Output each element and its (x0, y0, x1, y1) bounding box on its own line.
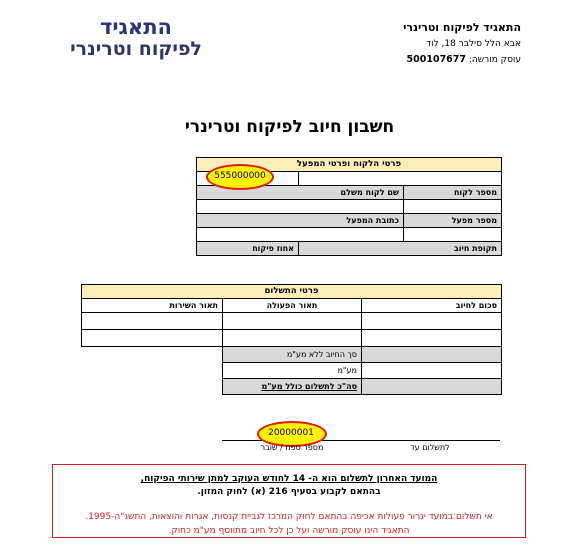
inspection-rate-label: אחוז פיקוח (197, 242, 299, 256)
cell-empty (82, 347, 223, 363)
cell-empty (223, 330, 362, 347)
payment-notice (52, 464, 526, 538)
cell-empty (82, 363, 223, 379)
voucher-label: מספר ספח / שובר (260, 443, 324, 452)
subtotal-value (362, 347, 502, 363)
subtotal-label: סך החיוב ללא מע"מ (223, 347, 362, 363)
sender-block (403, 20, 521, 68)
billing-period-label: תקופת חיוב (299, 242, 502, 256)
customer-number: 555000000 (214, 171, 266, 181)
paying-customer-value (197, 200, 404, 214)
factory-address-label: כתובת המפעל (197, 214, 404, 228)
factory-address-value (197, 228, 404, 242)
vat-value (362, 363, 502, 379)
logo-line-2: לפיקוח וטרינרי (70, 38, 202, 60)
cell-empty (362, 330, 502, 347)
cell-empty (82, 330, 223, 347)
customer-no-value (404, 200, 502, 214)
factory-no-label: מספר מפעל (404, 214, 502, 228)
column-amount: סכום לחיוב (362, 299, 502, 313)
customer-number-cell (299, 172, 502, 186)
column-action-description: תאור הפעולה (223, 299, 362, 313)
notice-line-1: המועד האחרון לתשלום הוא ה- 14 לחודש העוקב למתן שירותי הפיקוח, (140, 474, 438, 484)
payment-details-table (81, 284, 502, 395)
vat-label: מע"מ (223, 363, 362, 379)
due-date-label: לתשלום עד (410, 443, 450, 452)
logo (70, 16, 202, 60)
voucher-number: 20000001 (268, 428, 314, 438)
customer-no-label: מספר לקוח (404, 186, 502, 200)
total-label: סה"כ לתשלום כולל מע"מ (223, 379, 362, 395)
cell-empty (223, 313, 362, 330)
dealer-label: עוסק מורשה: (468, 55, 521, 65)
dealer-number: 500107677 (406, 54, 467, 65)
cell-empty (82, 313, 223, 330)
page-title: חשבון חיוב לפיקוח וטרינרי (184, 117, 395, 137)
column-service-description: תאור השירות (82, 299, 223, 313)
notice-line-4: התאגיד הינו עוסק מורשה ועל כן לכל חיוב מתווסף מע"מ כחוק. (168, 526, 410, 536)
customer-section-header: פרטי הלקוח ופרטי המפעל (197, 158, 502, 172)
factory-no-value (404, 228, 502, 242)
sender-address: אבא הלל סילבר 18, לוד (426, 39, 521, 49)
notice-line-2: בהתאם לקבוע בסעיף 216 (א) לחוק המזון. (197, 487, 381, 497)
notice-line-3: אי תשלום במועד יגרור פעולות אכיפה בהתאם לחוק המרכז לגביית קנסות, אגרות והוצאות, התשנ"ה-1995. (85, 512, 493, 522)
dealer-line (403, 52, 521, 68)
sender-name: התאגיד לפיקוח וטרינרי (403, 21, 521, 34)
cell-empty (362, 313, 502, 330)
paying-customer-label: שם לקוח משלם (197, 186, 404, 200)
cell-empty (82, 379, 223, 395)
total-value (362, 379, 502, 395)
payment-section-header: פרטי התשלום (82, 285, 502, 299)
logo-line-1: התאגיד (100, 15, 172, 39)
